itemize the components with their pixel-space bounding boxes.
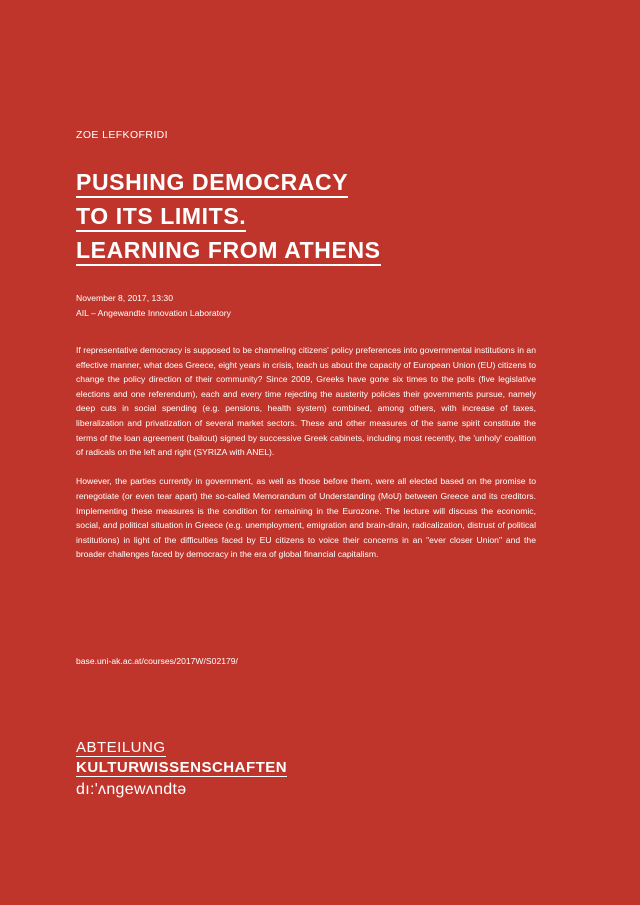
course-link[interactable]: base.uni-ak.ac.at/courses/2017W/S02179/	[76, 656, 238, 666]
abstract-paragraph: However, the parties currently in government, as well as those before them, were all elected based on the promise to renegotiate (or even tear apart) the so-called Memorandum of Understanding (MoU) between Greece and its creditors. Implementing these measures is the condition for remaining in the Eurozone. The lecture will discuss the economic, social, and political situation in Greece (e.g. unemployment, emigration and brain-drain, radicalization, distrust of political institutions) in light of the difficulties faced by EU citizens to voice their concerns in an "ever closer Union" and the broader challenges faced by democracy in the era of global financial capitalism.	[76, 476, 536, 560]
department-name	[76, 739, 287, 777]
author-name: ZOE LEFKOFRIDI	[76, 129, 168, 141]
lecture-title	[76, 168, 381, 270]
abstract	[76, 343, 536, 577]
title-line: TO ITS LIMITS.	[76, 202, 246, 232]
abstract-paragraph: If representative democracy is supposed to be channeling citizens' policy preferences into governmental institutions in an effective manner, what does Greece, eight years in crisis, teach us about the capacity of European Union (EU) citizens to change the policy direction of their community? Since 2009, Greeks have gone six times to the polls (five legislative elections and one referendum), each and every time rejecting the austerity policies their governments pursue, namely deep cuts in social spending (e.g. pensions, health system) combined, among others, with increase of taxes, liberalization and privatization of several market sectors. These and other measures of the same spirit constitute the terms of the loan agreement (bailout) signed by successive Greek cabinets, including most recently, the 'unholy' coalition of radicals on the left and right (SYRIZA with ANEL).	[76, 345, 536, 458]
title-line: PUSHING DEMOCRACY	[76, 168, 348, 198]
department-line2: KULTURWISSENSCHAFTEN	[76, 759, 288, 776]
title-line: LEARNING FROM ATHENS	[76, 236, 381, 266]
event-datetime: November 8, 2017, 13:30	[76, 293, 173, 303]
event-info	[76, 291, 231, 321]
event-location: AIL – Angewandte Innovation Laboratory	[76, 308, 231, 318]
angewandte-logo: dı:'ʌngewʌndtə	[76, 781, 187, 798]
department-line1: ABTEILUNG	[76, 739, 166, 756]
